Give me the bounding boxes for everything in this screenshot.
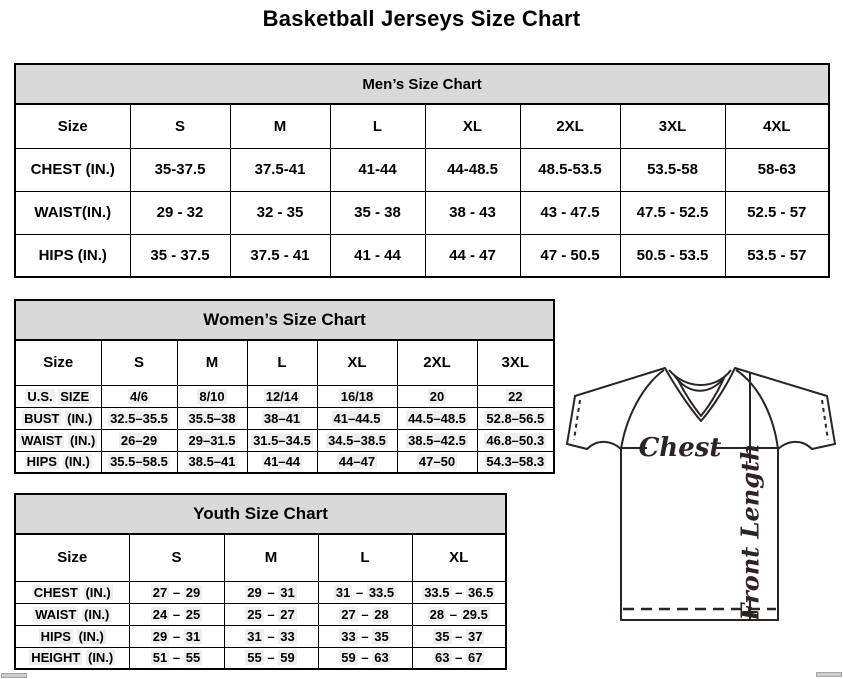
youth-cell: 33.5 – 36.5 bbox=[412, 581, 506, 603]
mens-cell: 38 - 43 bbox=[425, 191, 520, 234]
womens-row-label: WAIST (IN.) bbox=[15, 429, 101, 451]
table-row bbox=[15, 148, 829, 191]
mens-col-header: 3XL bbox=[620, 104, 725, 148]
womens-chart-title: Women’s Size Chart bbox=[15, 300, 554, 340]
womens-cell: 35.5–58.5 bbox=[101, 451, 177, 473]
womens-cell: 38.5–42.5 bbox=[397, 429, 477, 451]
mens-cell: 53.5 - 57 bbox=[725, 234, 829, 277]
table-row bbox=[15, 191, 829, 234]
right-cuff-stitch bbox=[822, 400, 828, 440]
womens-size-chart-table bbox=[14, 299, 555, 474]
youth-col-header: M bbox=[224, 534, 318, 581]
mens-cell: 44 - 47 bbox=[425, 234, 520, 277]
mens-cell: 52.5 - 57 bbox=[725, 191, 829, 234]
youth-row-label: HIPS (IN.) bbox=[15, 625, 129, 647]
youth-chart-title: Youth Size Chart bbox=[15, 494, 506, 534]
mens-cell: 47 - 50.5 bbox=[520, 234, 620, 277]
jersey-measurement-diagram bbox=[560, 358, 843, 630]
womens-cell: 20 bbox=[397, 385, 477, 407]
chest-label: Chest bbox=[638, 433, 722, 463]
youth-size-chart-table bbox=[14, 493, 507, 670]
table-row bbox=[15, 385, 554, 407]
youth-col-header: Size bbox=[15, 534, 129, 581]
jersey-outline bbox=[567, 368, 835, 620]
page-title: Basketball Jerseys Size Chart bbox=[262, 6, 581, 31]
womens-cell: 31.5–34.5 bbox=[247, 429, 317, 451]
youth-col-header: XL bbox=[412, 534, 506, 581]
youth-cell: 31 – 33.5 bbox=[318, 581, 412, 603]
youth-row-label: CHEST (IN.) bbox=[15, 581, 129, 603]
womens-cell: 44.5–48.5 bbox=[397, 407, 477, 429]
front-length-label: Front Length bbox=[735, 443, 765, 621]
womens-cell: 35.5–38 bbox=[177, 407, 247, 429]
youth-cell: 27 – 28 bbox=[318, 603, 412, 625]
womens-col-header: Size bbox=[15, 340, 101, 385]
womens-cell: 38.5–41 bbox=[177, 451, 247, 473]
table-row bbox=[15, 647, 506, 669]
mens-row-label: WAIST(IN.) bbox=[15, 191, 130, 234]
womens-col-header: XL bbox=[317, 340, 397, 385]
womens-cell: 29–31.5 bbox=[177, 429, 247, 451]
womens-cell: 41–44 bbox=[247, 451, 317, 473]
youth-cell: 51 – 55 bbox=[129, 647, 224, 669]
youth-cell: 59 – 63 bbox=[318, 647, 412, 669]
mens-cell: 48.5-53.5 bbox=[520, 148, 620, 191]
mens-cell: 43 - 47.5 bbox=[520, 191, 620, 234]
mens-cell: 35 - 38 bbox=[330, 191, 425, 234]
mens-cell: 53.5-58 bbox=[620, 148, 725, 191]
mens-cell: 32 - 35 bbox=[230, 191, 330, 234]
mens-cell: 37.5 - 41 bbox=[230, 234, 330, 277]
womens-cell: 4/6 bbox=[101, 385, 177, 407]
womens-row-label: BUST (IN.) bbox=[15, 407, 101, 429]
youth-cell: 35 – 37 bbox=[412, 625, 506, 647]
mens-col-header: 2XL bbox=[520, 104, 620, 148]
h-scrollbar-thumb-left[interactable] bbox=[1, 673, 27, 678]
youth-cell: 63 – 67 bbox=[412, 647, 506, 669]
womens-col-header: M bbox=[177, 340, 247, 385]
mens-cell: 58-63 bbox=[725, 148, 829, 191]
youth-col-header: S bbox=[129, 534, 224, 581]
youth-cell: 25 – 27 bbox=[224, 603, 318, 625]
mens-col-header: XL bbox=[425, 104, 520, 148]
table-row bbox=[15, 407, 554, 429]
mens-col-header: Size bbox=[15, 104, 130, 148]
womens-cell: 52.8–56.5 bbox=[477, 407, 554, 429]
mens-cell: 35 - 37.5 bbox=[130, 234, 230, 277]
youth-cell: 29 – 31 bbox=[224, 581, 318, 603]
mens-cell: 41 - 44 bbox=[330, 234, 425, 277]
mens-chart-title: Men’s Size Chart bbox=[15, 64, 829, 104]
left-cuff-stitch bbox=[574, 400, 580, 440]
mens-cell: 47.5 - 52.5 bbox=[620, 191, 725, 234]
mens-cell: 41-44 bbox=[330, 148, 425, 191]
womens-cell: 44–47 bbox=[317, 451, 397, 473]
mens-cell: 37.5-41 bbox=[230, 148, 330, 191]
womens-col-header: 3XL bbox=[477, 340, 554, 385]
table-row bbox=[15, 581, 506, 603]
womens-col-header: L bbox=[247, 340, 317, 385]
youth-cell: 24 – 25 bbox=[129, 603, 224, 625]
womens-cell: 8/10 bbox=[177, 385, 247, 407]
mens-cell: 35-37.5 bbox=[130, 148, 230, 191]
youth-col-header: L bbox=[318, 534, 412, 581]
womens-cell: 16/18 bbox=[317, 385, 397, 407]
mens-row-label: HIPS (IN.) bbox=[15, 234, 130, 277]
youth-cell: 55 – 59 bbox=[224, 647, 318, 669]
table-row bbox=[15, 429, 554, 451]
youth-cell: 28 – 29.5 bbox=[412, 603, 506, 625]
mens-cell: 44-48.5 bbox=[425, 148, 520, 191]
womens-cell: 38–41 bbox=[247, 407, 317, 429]
table-row bbox=[15, 234, 829, 277]
youth-cell: 33 – 35 bbox=[318, 625, 412, 647]
womens-cell: 22 bbox=[477, 385, 554, 407]
mens-cell: 29 - 32 bbox=[130, 191, 230, 234]
womens-col-header: S bbox=[101, 340, 177, 385]
table-row bbox=[15, 625, 506, 647]
womens-cell: 32.5–35.5 bbox=[101, 407, 177, 429]
mens-col-header: L bbox=[330, 104, 425, 148]
youth-cell: 27 – 29 bbox=[129, 581, 224, 603]
h-scrollbar-thumb-right[interactable] bbox=[816, 672, 842, 677]
youth-row-label: HEIGHT (IN.) bbox=[15, 647, 129, 669]
womens-cell: 12/14 bbox=[247, 385, 317, 407]
womens-cell: 54.3–58.3 bbox=[477, 451, 554, 473]
mens-col-header: S bbox=[130, 104, 230, 148]
youth-row-label: WAIST (IN.) bbox=[15, 603, 129, 625]
right-armhole-seam bbox=[736, 370, 778, 449]
womens-row-label: U.S. SIZE bbox=[15, 385, 101, 407]
mens-col-header: 4XL bbox=[725, 104, 829, 148]
mens-row-label: CHEST (IN.) bbox=[15, 148, 130, 191]
womens-cell: 34.5–38.5 bbox=[317, 429, 397, 451]
youth-cell: 31 – 33 bbox=[224, 625, 318, 647]
table-row bbox=[15, 603, 506, 625]
womens-cell: 47–50 bbox=[397, 451, 477, 473]
womens-cell: 41–44.5 bbox=[317, 407, 397, 429]
youth-cell: 29 – 31 bbox=[129, 625, 224, 647]
womens-cell: 46.8–50.3 bbox=[477, 429, 554, 451]
mens-size-chart-table bbox=[14, 63, 830, 278]
womens-cell: 26–29 bbox=[101, 429, 177, 451]
mens-cell: 50.5 - 53.5 bbox=[620, 234, 725, 277]
womens-col-header: 2XL bbox=[397, 340, 477, 385]
mens-col-header: M bbox=[230, 104, 330, 148]
womens-row-label: HIPS (IN.) bbox=[15, 451, 101, 473]
table-row bbox=[15, 451, 554, 473]
